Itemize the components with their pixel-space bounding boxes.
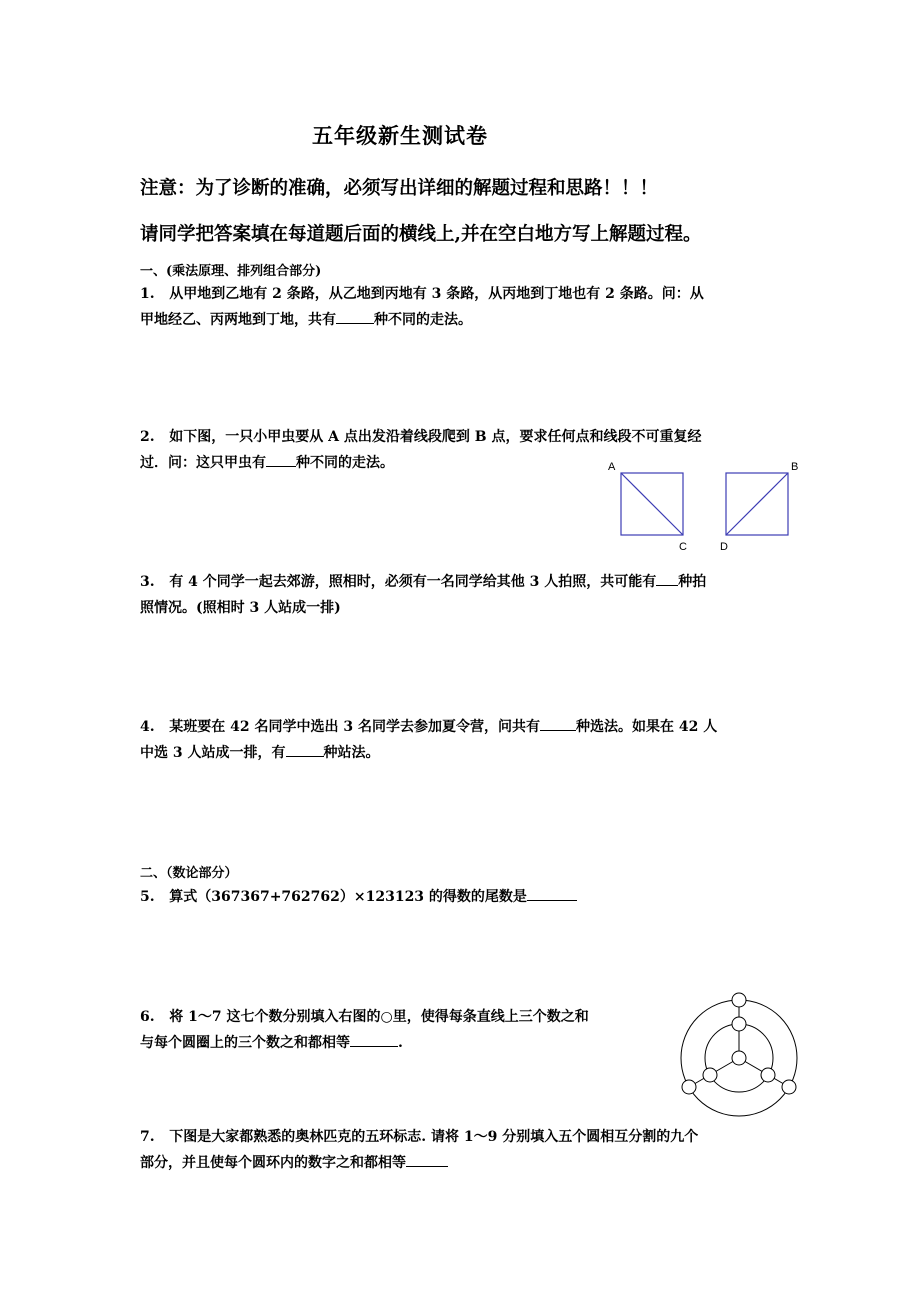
answer-blank[interactable]	[540, 716, 576, 731]
right-diagonal	[726, 473, 788, 535]
number-slot[interactable]	[732, 993, 746, 1007]
number-slot[interactable]	[682, 1080, 696, 1094]
question-text: 种选法。如果在 42 人	[575, 719, 718, 735]
point-d-label: D	[720, 541, 728, 553]
notice-line-1: 注意：为了诊断的准确，必须写出详细的解题过程和思路！！！	[140, 178, 659, 199]
number-slot[interactable]	[732, 1017, 746, 1031]
question-text: 部分，并且使每个圆环内的数字之和都相等	[140, 1155, 406, 1171]
question-text: 种拍	[678, 574, 707, 590]
question-text: 种站法。	[323, 745, 380, 761]
answer-blank[interactable]	[527, 886, 577, 901]
question-text: 种不同的走法。	[374, 312, 472, 328]
section-2-heading: 二、（数论部分）	[140, 866, 238, 881]
answer-blank[interactable]	[336, 309, 374, 324]
question-text: 种不同的走法。	[296, 455, 394, 471]
number-slot[interactable]	[732, 1051, 746, 1065]
page-title: 五年级新生测试卷	[312, 123, 488, 148]
question-number: 7.	[140, 1129, 155, 1145]
answer-blank[interactable]	[406, 1152, 448, 1167]
question-text: 有 4 个同学一起去郊游，照相时，必须有一名同学给其他 3 人拍照，共可能有	[169, 574, 657, 590]
question-text: 甲地经乙、丙两地到丁地，共有	[140, 312, 336, 328]
number-slot[interactable]	[761, 1068, 775, 1082]
question-number: 5.	[140, 889, 155, 905]
question-6	[140, 1004, 589, 1056]
beetle-path-figure	[600, 455, 815, 555]
question-text: 从甲地到乙地有 2 条路，从乙地到丙地有 3 条路，从丙地到丁地也有 2 条路。问：从	[169, 286, 704, 302]
question-text: 中选 3 人站成一排，有	[140, 745, 286, 761]
question-text: 过．问：这只甲虫有	[140, 455, 266, 471]
question-5	[140, 884, 577, 910]
question-text: 如下图，一只小甲虫要从 A 点出发沿着线段爬到 B 点，要求任何点和线段不可重复经	[169, 429, 702, 445]
question-3	[140, 569, 706, 621]
question-number: 6.	[140, 1009, 155, 1025]
answer-blank[interactable]	[286, 742, 324, 757]
question-text: .	[398, 1035, 403, 1051]
question-number: 4.	[140, 719, 155, 735]
section-1-heading: 一、(乘法原理、排列组合部分)	[140, 264, 322, 279]
answer-blank[interactable]	[656, 571, 678, 586]
question-number: 2.	[140, 429, 155, 445]
question-text: 某班要在 42 名同学中选出 3 名同学去参加夏令营，问共有	[169, 719, 540, 735]
answer-blank[interactable]	[266, 452, 296, 467]
answer-blank[interactable]	[350, 1032, 398, 1047]
point-a-label: A	[608, 461, 616, 473]
point-c-label: C	[679, 541, 687, 553]
question-text: 与每个圆圈上的三个数之和都相等	[140, 1035, 350, 1051]
question-text: 照情况。(照相时 3 人站成一排)	[140, 600, 341, 616]
left-diagonal	[621, 473, 683, 535]
question-text: 算式（367367+762762）×123123 的得数的尾数是	[169, 889, 527, 905]
number-slot[interactable]	[782, 1080, 796, 1094]
question-text: 将 1～7 这七个数分别填入右图的○里，使得每条直线上三个数之和	[169, 1009, 589, 1025]
number-slot[interactable]	[703, 1068, 717, 1082]
question-4	[140, 714, 717, 766]
question-number: 1.	[140, 286, 155, 302]
point-b-label: B	[791, 461, 799, 473]
question-text: 下图是大家都熟悉的奥林匹克的五环标志. 请将 1～9 分别填入五个圆相互分割的九个	[169, 1129, 699, 1145]
question-number: 3.	[140, 574, 155, 590]
notice-line-2: 请同学把答案填在每道题后面的横线上,并在空白地方写上解题过程。	[140, 224, 702, 245]
question-1	[140, 281, 704, 333]
question-7	[140, 1124, 698, 1176]
circle-number-figure	[672, 990, 808, 1120]
